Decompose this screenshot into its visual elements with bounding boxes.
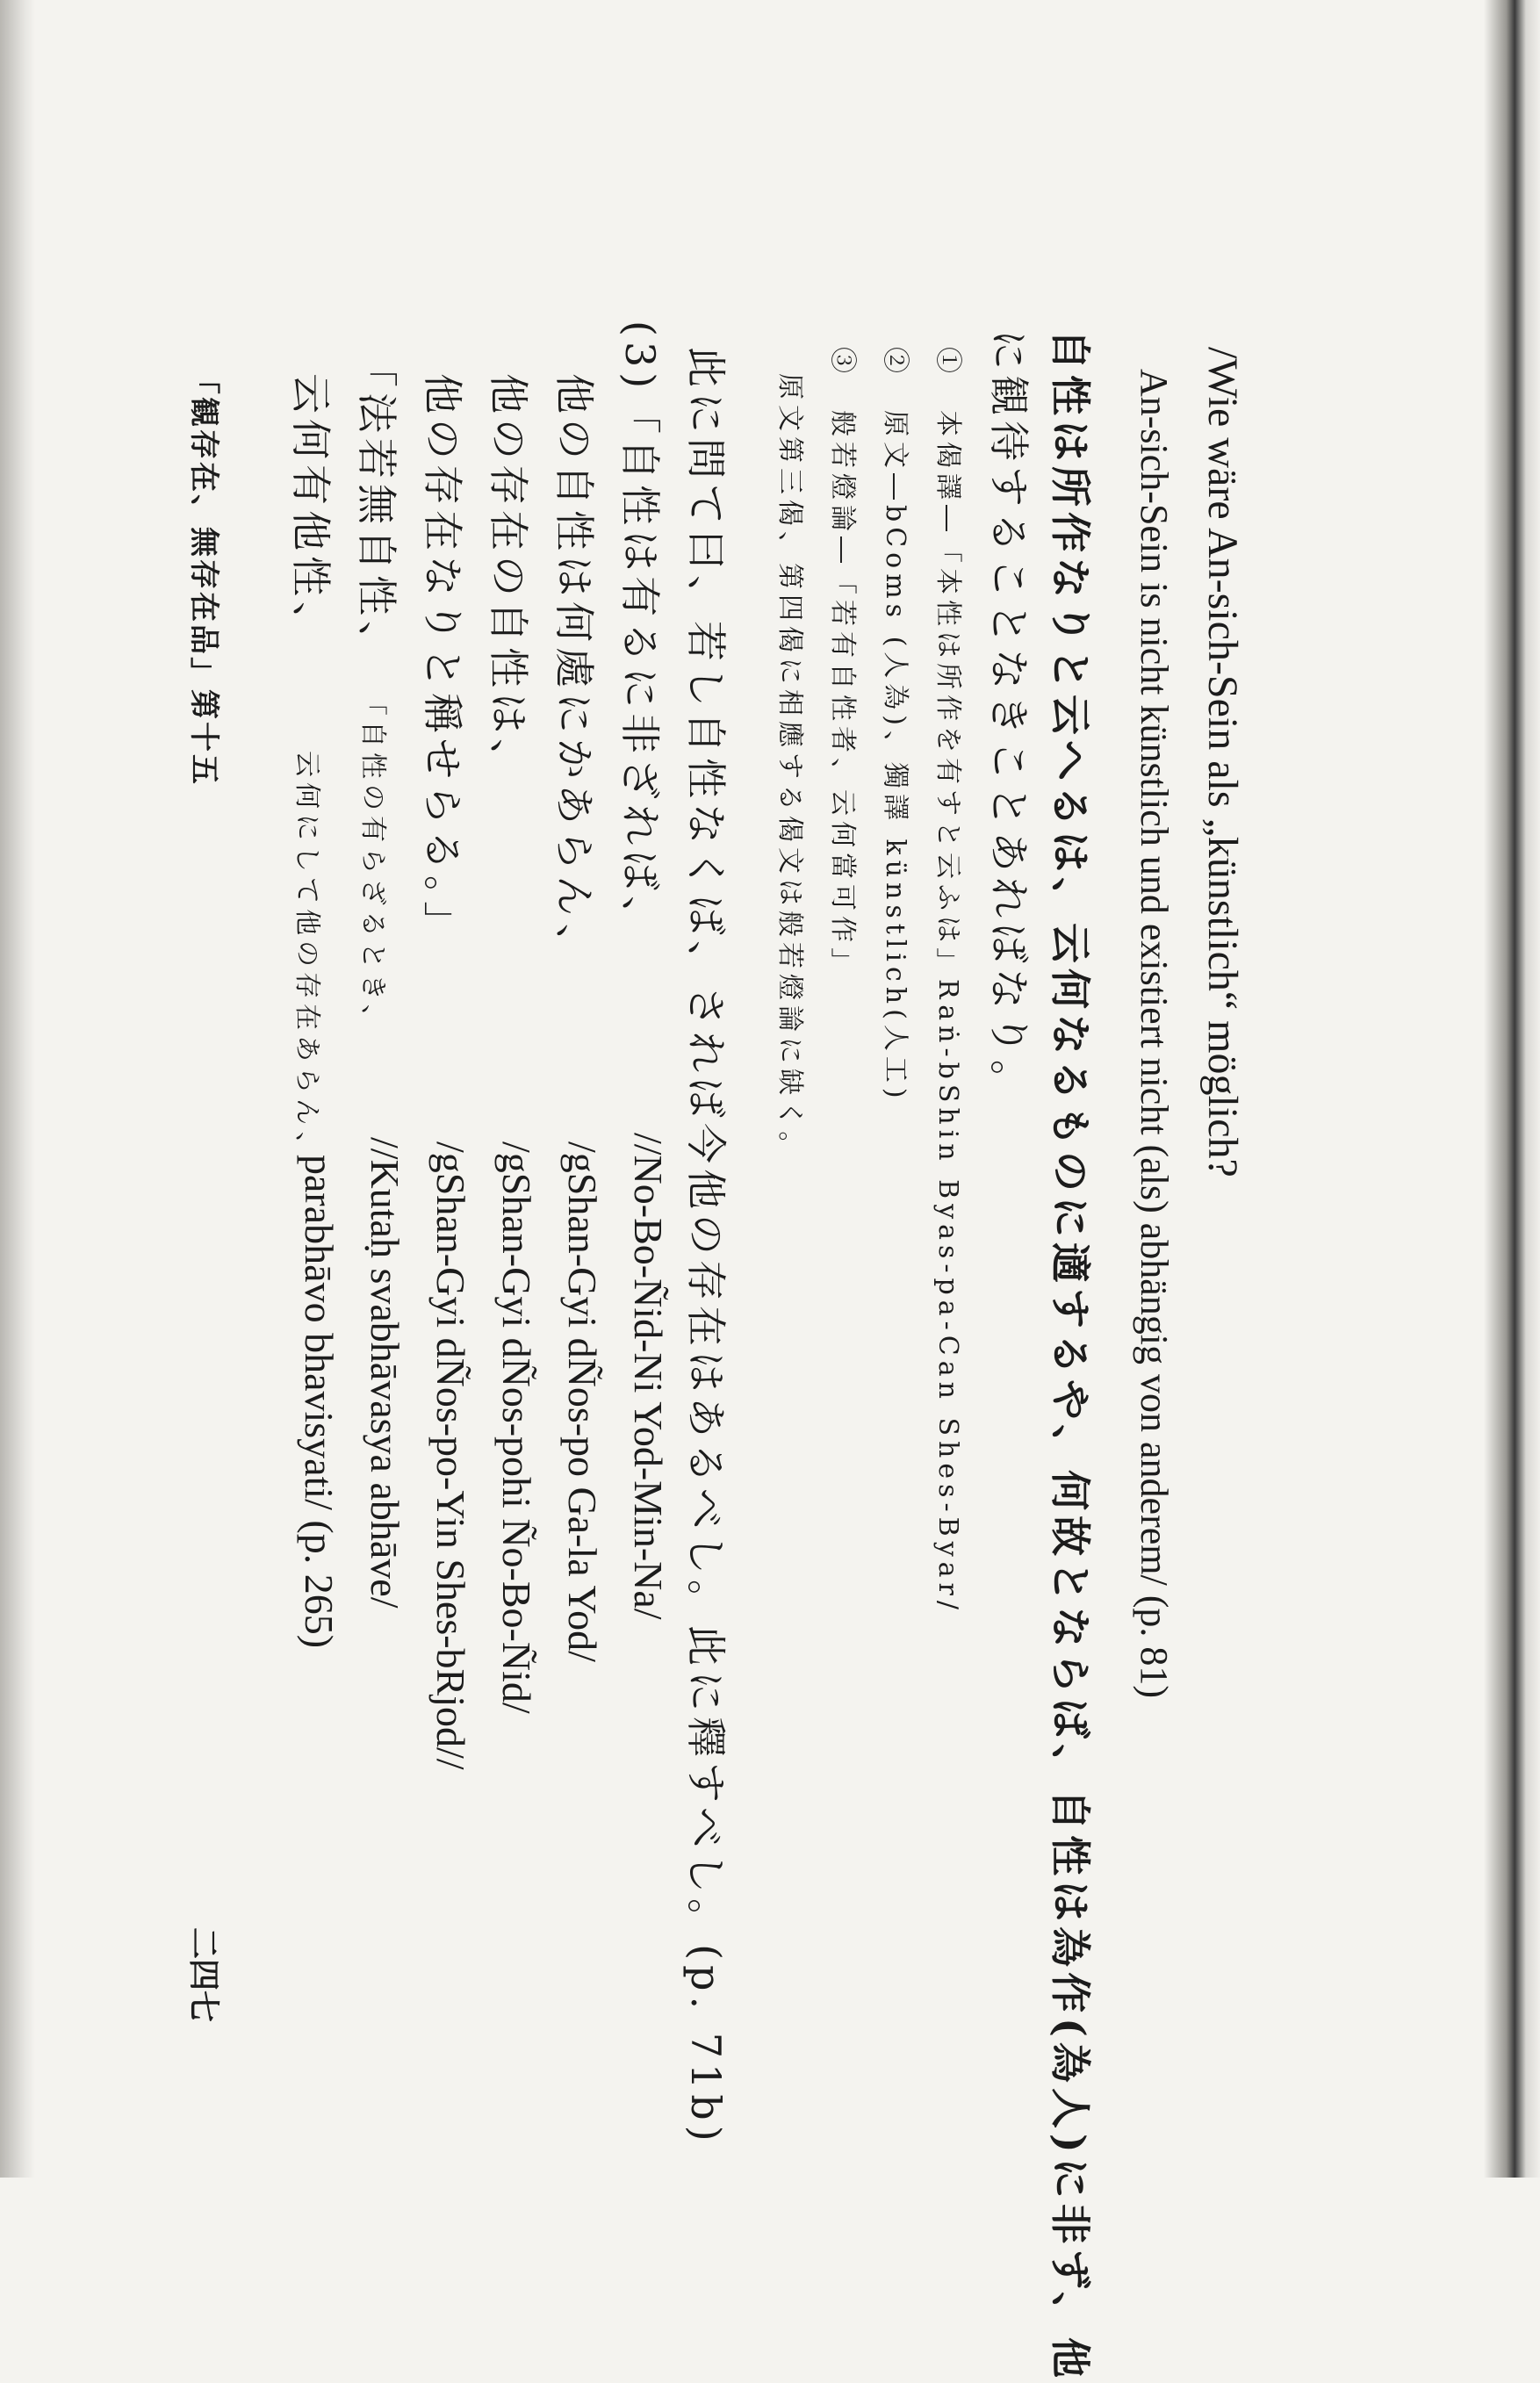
verse-tib-4: /gShan-Gyi dÑos-po-Yin Shes-bRjod// [428,1141,473,1770]
scan-left-edge [0,0,35,2178]
scan-right-edge [1484,0,1540,2178]
skt-verse-skt-1: //Kutaḥ svabhāvasya abhāve/ [363,1137,407,1609]
german-line: An-sich-Sein is nicht künstlich und existiert nicht (als) abhängig von anderem/ (p. 81) [1133,369,1176,1699]
footnote-3: ③ 般若燈論―「若有自性者、云何當可作」 [827,347,858,979]
verse-jp-4: 他の存在なりと稱せらる。」 [419,373,466,947]
footnote-2: ② 原文―bComs (人為)、獨譯 künstlich(人工) [880,347,910,1104]
verse-tib-2: /gShan-Gyi dÑos-po Ga-la Yod/ [560,1141,605,1662]
running-header: 「観存在、無存在品」第十五 [186,364,221,787]
verse-jp-3: 他の存在の自性は、 [485,373,532,784]
paragraph-line-2: に観待することなきことあればなり。 [985,329,1033,1105]
question-line: 此に問て曰、若し自性なくば、されば今他の存在はあるべし。此に釋すべし。(p. 71b) [682,347,730,2147]
german-heading: /Wie wäre An-sich-Sein als „künstlich“ möglich? [1199,347,1246,1177]
footnote-4: 原文第三偈、第四偈に相應する偈文は般若燈論に缺く。 [774,373,805,1163]
paragraph-line-1: 自性は所作なりと云へるは、云何なるものに適するや、何故とならば、自性は為作(為人)に非ず、他 [1047,329,1094,2383]
skt-verse-skt-2: parabhāvo bhavisyati/ (p. 265) [297,1155,342,1649]
verse-jp-1: (3)「自性は有るに非ざれば、 [616,320,664,942]
skt-verse-jp-2: 云何有他性、 [287,373,335,647]
verse-tib-3: /gShan-Gyi dÑos-pohi Ño-Bo-Ñid/ [494,1141,539,1714]
page-number: 二四七 [185,1927,222,2023]
verse-jp-2: 他の自性は何處にかあらん、 [551,373,598,969]
skt-verse-gloss-1: 「自性の有らざるとき、 [357,689,388,1036]
footnote-1: ① 本偈譯―「本性は所作を有すと云ふは」Raṅ-bShin Byas-pa-Can Shes-Byar/ [932,347,963,1615]
skt-verse-jp-1: 「法若無自性、 [353,347,400,666]
skt-verse-gloss-2: 云何にして他の存在あらん、 [291,751,322,1163]
rotated-book-page [167,320,1264,2383]
verse-tib-1: //No-Bo-Ñid-Ni Yod-Min-Na/ [626,1133,671,1620]
